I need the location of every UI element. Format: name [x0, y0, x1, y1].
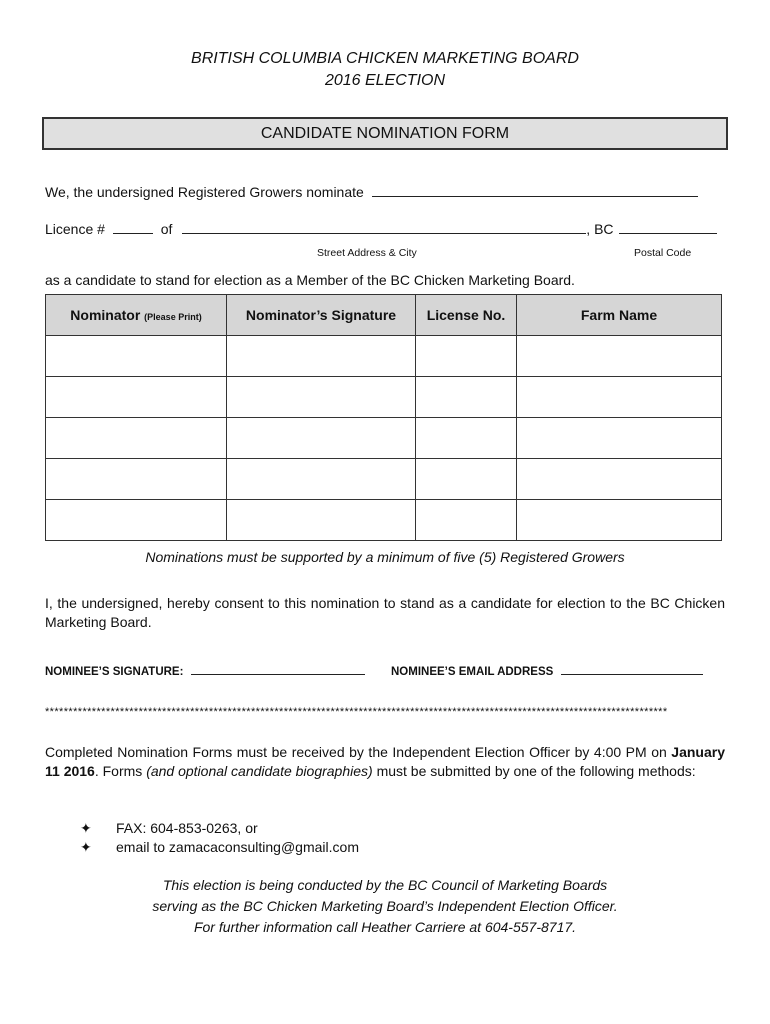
header-nominator — [46, 295, 227, 336]
header-farm: Farm Name — [517, 295, 722, 336]
deadline-paragraph — [45, 743, 725, 781]
election-title: 2016 ELECTION — [324, 72, 446, 89]
farm-cell[interactable] — [517, 418, 722, 459]
nominee-name-field[interactable] — [372, 184, 698, 197]
separator-line: ************************************************************************************************************************************* — [45, 706, 668, 718]
license-cell[interactable] — [416, 500, 517, 541]
farm-cell[interactable] — [517, 336, 722, 377]
farm-cell[interactable] — [517, 459, 722, 500]
nominee-signature-label: NOMINEE’S SIGNATURE — [45, 666, 180, 678]
signature-cell[interactable] — [227, 377, 416, 418]
table-body — [46, 336, 722, 541]
nominee-email-label: NOMINEE’S EMAIL ADDRESS — [391, 666, 554, 678]
farm-cell[interactable] — [517, 377, 722, 418]
licence-number-field[interactable] — [113, 221, 153, 234]
license-cell[interactable] — [416, 336, 517, 377]
four-point-star-icon: ✦ — [80, 820, 92, 836]
table-row — [46, 459, 722, 500]
farm-cell[interactable] — [517, 500, 722, 541]
table-row — [46, 418, 722, 459]
four-point-star-icon: ✦ — [80, 839, 92, 855]
nominee-signature-row: NOMINEE’S SIGNATURE: — [45, 662, 365, 678]
nominate-label: We, the undersigned Registered Growers nominate — [45, 184, 364, 200]
footer-line-1: This election is being conducted by the BC Council of Marketing Boards — [162, 877, 608, 893]
deadline-text-1: Completed Nomination Forms must be received by the Independent Election Officer by 4:00 PM on — [45, 744, 672, 760]
deadline-text-3: must be submitted by one of the following methods: — [372, 763, 696, 779]
table-row — [46, 500, 722, 541]
method-fax-text: FAX: 604-853-0263, or — [116, 820, 258, 836]
nominator-cell[interactable] — [46, 459, 227, 500]
table-row — [46, 377, 722, 418]
nominator-cell[interactable] — [46, 418, 227, 459]
header-signature: Nominator’s Signature — [227, 295, 416, 336]
nominator-cell[interactable] — [46, 336, 227, 377]
signature-cell[interactable] — [227, 418, 416, 459]
postal-code-field[interactable] — [619, 221, 717, 234]
table-header-row — [46, 295, 722, 336]
licence-label: Licence # — [45, 221, 105, 237]
header-license: License No. — [416, 295, 517, 336]
postal-caption: Postal Code — [634, 247, 692, 259]
nominee-email-field[interactable] — [561, 662, 703, 675]
license-cell[interactable] — [416, 377, 517, 418]
license-cell[interactable] — [416, 459, 517, 500]
candidate-line: as a candidate to stand for election as a Member of the BC Chicken Marketing Board. — [45, 272, 575, 288]
street-caption: Street Address & City — [317, 247, 417, 259]
method-email — [80, 839, 359, 856]
nominee-signature-field[interactable] — [191, 662, 365, 675]
form-title: CANDIDATE NOMINATION FORM — [260, 124, 510, 142]
nominator-cell[interactable] — [46, 500, 227, 541]
footer-line-2: serving as the BC Chicken Marketing Board’s Independent Election Officer. — [152, 898, 618, 914]
header-nominator-label: Nominator — [70, 307, 141, 323]
consent-paragraph: I, the undersigned, hereby consent to this nomination to stand as a candidate for election to the BC Chicken Marketing Board. — [45, 595, 725, 630]
street-address-field[interactable] — [182, 221, 586, 234]
bc-label: , BC — [586, 221, 614, 237]
org-title: BRITISH COLUMBIA CHICKEN MARKETING BOARD — [191, 50, 579, 67]
signature-cell[interactable] — [227, 500, 416, 541]
deadline-date: January 11 2016 — [45, 744, 725, 779]
form-title-box — [42, 117, 728, 150]
of-label: of — [160, 221, 173, 237]
table-row — [46, 336, 722, 377]
method-email-text: email to zamacaconsulting@gmail.com — [116, 839, 359, 855]
deadline-italic: (and optional candidate biographies) — [146, 763, 373, 779]
nominee-email-row — [391, 662, 703, 678]
nominate-row — [45, 184, 698, 200]
signature-cell[interactable] — [227, 459, 416, 500]
deadline-text-2: . Forms — [94, 763, 147, 779]
licence-row — [45, 221, 717, 237]
footer-line-3: For further information call Heather Carriere at 604-557-8717. — [193, 919, 577, 935]
nominator-cell[interactable] — [46, 377, 227, 418]
license-cell[interactable] — [416, 418, 517, 459]
minimum-note: Nominations must be supported by a minimum of five (5) Registered Growers — [145, 549, 625, 565]
signature-cell[interactable] — [227, 336, 416, 377]
method-fax — [80, 820, 258, 837]
header-nominator-sub: (Please Print) — [144, 312, 202, 322]
nominator-table — [45, 294, 722, 541]
